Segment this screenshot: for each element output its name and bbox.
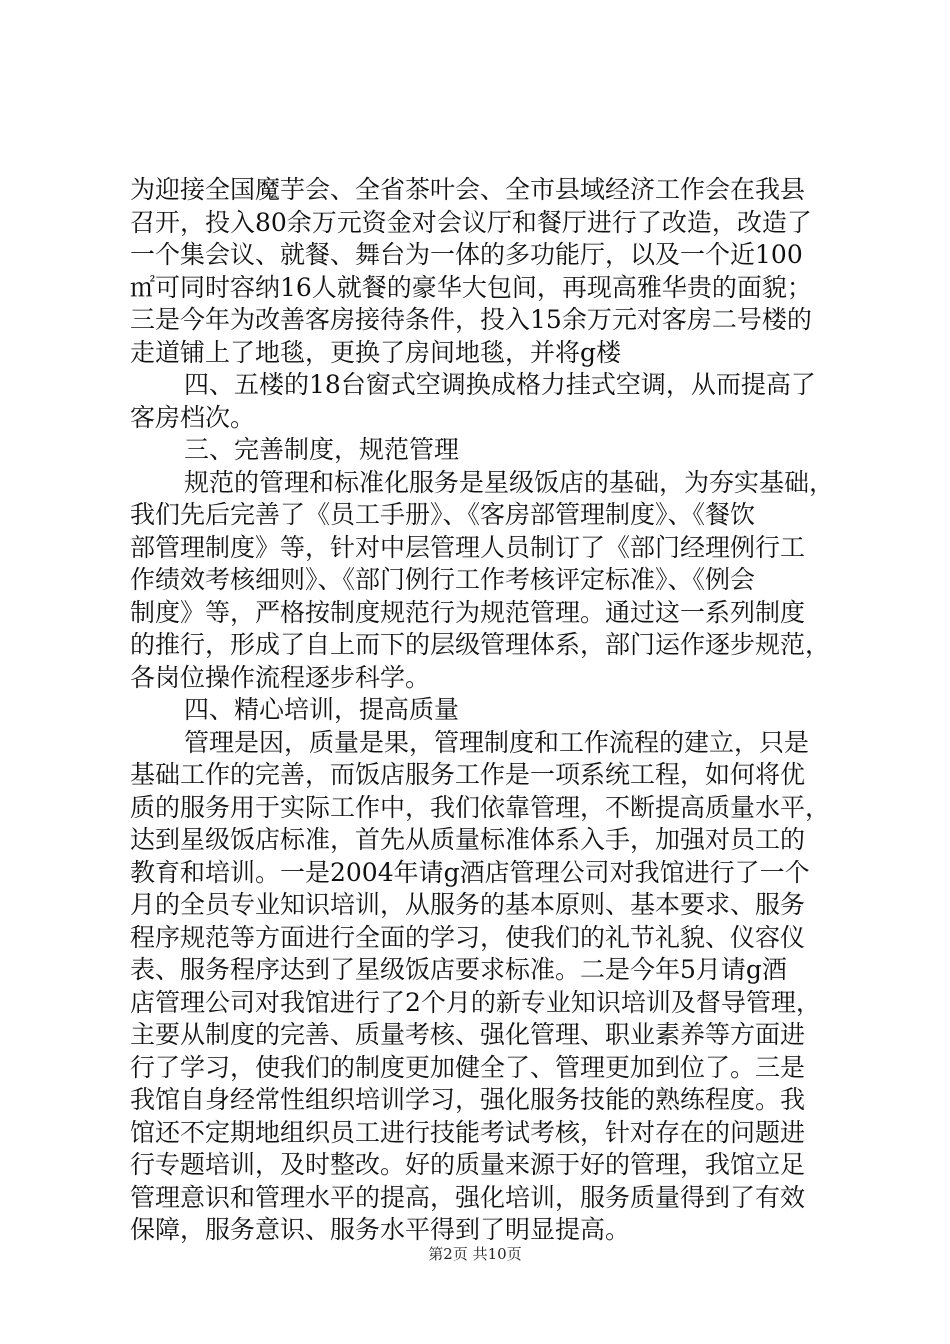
text-line: 一个集会议、就餐、舞台为一体的多功能厅，以及一个近100 [130,240,803,269]
text-line: 管理意识和管理水平的提高，强化培训，服务质量得到了有效 [130,1182,806,1212]
text-line: 部管理制度》等，针对中层管理人员制订了《部门经理例行工 [130,532,806,562]
text-line: 基础工作的完善，而饭店服务工作是一项系统工程，如何将优 [130,760,806,789]
text-line: 程序规范等方面进行全面的学习，使我们的礼节礼貌、仪容仪 [130,922,806,952]
text-line: 管理是因，质量是果，管理制度和工作流程的建立，只是 [184,727,810,757]
text-line: 质的服务用于实际工作中，我们依靠管理，不断提高质量水平， [130,792,831,822]
text-line: 各岗位操作流程逐步科学。 [130,662,431,692]
text-line: 行了学习，使我们的制度更加健全了、管理更加到位了。三是 [130,1052,806,1082]
text-line: 三、完善制度，规范管理 [184,435,460,464]
text-line: 馆还不定期地组织员工进行技能考试考核，针对存在的问题进 [130,1117,806,1147]
text-line: 为迎接全国魔芋会、全省茶叶会、全市县域经济工作会在我县 [130,175,806,204]
text-line: 规范的管理和标准化服务是星级饭店的基础，为夯实基础， [184,467,835,497]
text-line: 我们先后完善了《员工手册》、《客房部管理制度》、《餐饮 [130,500,756,529]
text-line: 作绩效考核细则》、《部门例行工作考核评定标准》、《例会 [130,565,756,594]
text-line: 表、服务程序达到了星级饭店要求标准。二是今年5月请g酒 [130,955,787,984]
text-line: 我馆自身经常性组织培训学习，强化服务技能的熟练程度。我 [130,1085,806,1114]
text-line: 四、五楼的18台窗式空调换成格力挂式空调，从而提高了 [184,370,816,399]
text-line: 四、精心培训，提高质量 [184,695,460,724]
text-line: 教育和培训。一是2004年请g酒店管理公司对我馆进行了一个 [130,857,810,887]
text-line: 三是今年为改善客房接待条件，投入15余万元对客房二号楼的 [130,305,812,334]
text-line: 月的全员专业知识培训，从服务的基本原则、基本要求、服务 [130,890,806,919]
body-text [130,174,835,1247]
text-line: 店管理公司对我馆进行了2个月的新专业知识培训及督导管理， [130,987,821,1017]
text-line: 客房档次。 [130,402,256,432]
text-line: 主要从制度的完善、质量考核、强化管理、职业素养等方面进 [130,1020,806,1049]
text-line: 的推行，形成了自上而下的层级管理体系，部门运作逐步规范， [130,630,831,659]
text-line: 保障，服务意识、服务水平得到了明显提高。 [130,1215,631,1244]
text-line: 走道铺上了地毯，更换了房间地毯，并将g楼 [130,337,622,367]
text-line: 行专题培训，及时整改。好的质量来源于好的管理，我馆立足 [130,1150,806,1179]
text-line: 召开，投入80余万元资金对会议厅和餐厅进行了改造，改造了 [130,207,812,237]
page-footer: 第2页 共10页 [428,1245,522,1263]
text-line: ㎡可同时容纳16人就餐的豪华大包间，再现高雅华贵的面貌； [130,272,812,302]
text-line: 制度》等，严格按制度规范行为规范管理。通过这一系列制度 [130,597,806,627]
text-line: 达到星级饭店标准，首先从质量标准体系入手，加强对员工的 [130,825,806,854]
